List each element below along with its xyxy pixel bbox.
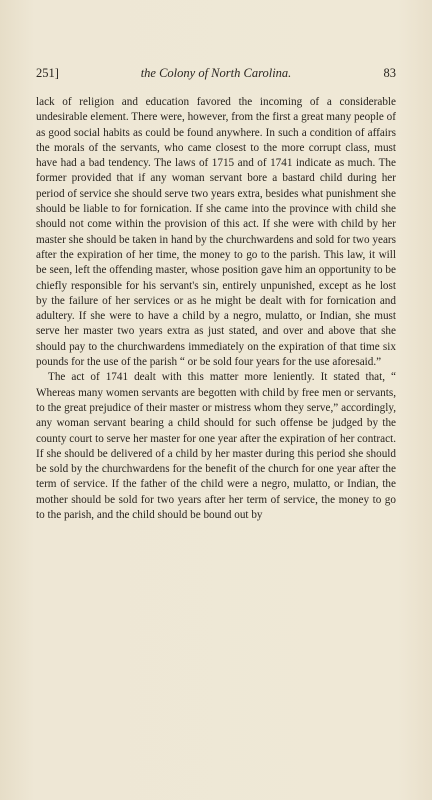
- running-header: [36, 66, 396, 82]
- body-text: [36, 95, 396, 523]
- page-section-number: 251]: [36, 66, 59, 80]
- paragraph-1: lack of religion and education favored the incoming of a considerable undesirable element. There were, however, from the first a great many people of as good social habits as could be found anywhere. In such a condition of affairs the morals of the servants, who came closest to the more corrupt class, must have had a bad tendency. The laws of 1715 and of 1741 indicate as much. The former provided that if any woman servant bore a bastard child during her period of service she should serve two years extra, besides what punishment she should be liable to for fornication. If she came into the province with child she should not come within the provision of this act. If she were with child by her master she should be taken in hand by the churchwardens and sold for two years after the expiration of her time, the money to go to the parish. This law, it will be seen, left the offending master, whose position gave him an opportunity to be chiefly responsible for his servant's sin, entirely unpunished, except as he lost by the failure of her services or as he might be dealt with for fornication and adultery. If she were to have a child by a negro, mulatto, or Indian, she must serve her master two years extra as just stated, and over and above that she should pay to the churchwardens immediately on the expiration of that time six pounds for the use of the parish “ or be sold four years for the use aforesaid.”: [36, 96, 396, 369]
- page-number: 83: [383, 66, 396, 80]
- paragraph-2: The act of 1741 dealt with this matter more leniently. It stated that, “ Whereas many women servants are begotten with child by free men or servants, to the great prejudice of their master or mistress whom they serve,” accordingly, any woman servant bearing a child should for such offense be judged by the county court to serve her master for one year after the expiration of her contract. If she should be delivered of a child by her master during this period she should be sold by the churchwardens for the benefit of the church for one year after the term of service. If the father of the child were a negro, mulatto, or Indian, the mother should be sold for two years after her term of service, the money to go to the parish, and the child should be bound out by: [36, 371, 396, 522]
- running-title: the Colony of North Carolina.: [140, 66, 292, 80]
